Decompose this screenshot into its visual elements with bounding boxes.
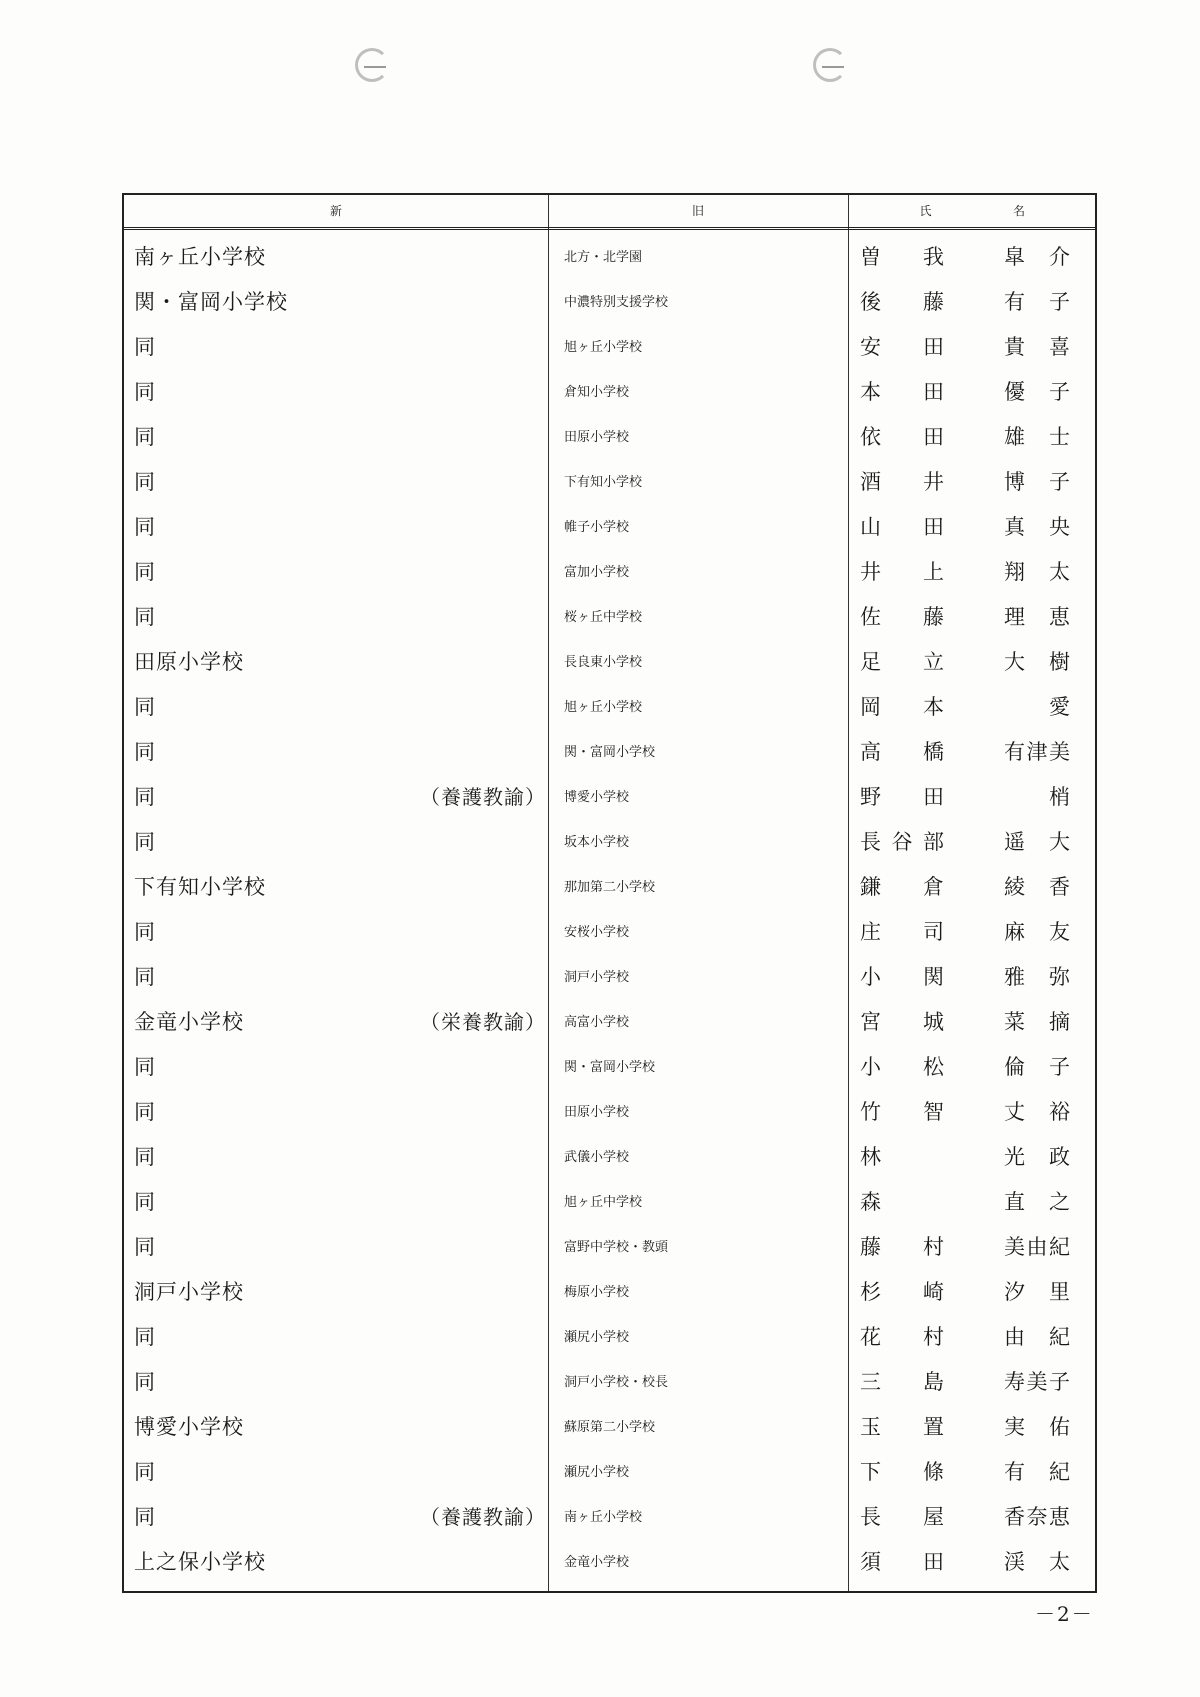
new-assignment: 同	[134, 1370, 156, 1394]
family-name: 杉崎	[860, 1280, 944, 1304]
table-row	[124, 550, 1095, 595]
table-row	[124, 595, 1095, 640]
header-old: 旧	[691, 204, 704, 218]
table-row	[124, 415, 1095, 460]
header-name-given: 名	[1012, 204, 1025, 218]
given-name: 遥大	[1004, 830, 1070, 854]
new-assignment: 洞戸小学校	[134, 1280, 244, 1304]
role-note: （養護教諭）	[420, 785, 546, 809]
family-name: 後藤	[860, 290, 944, 314]
page-number: －2－	[1035, 1602, 1094, 1626]
given-name: 汐里	[1004, 1280, 1070, 1304]
new-assignment: 同	[134, 740, 156, 764]
given-name: 雅弥	[1004, 965, 1070, 989]
given-name: 丈裕	[1004, 1100, 1070, 1124]
new-assignment: 同	[134, 1235, 156, 1259]
new-assignment: 南ヶ丘小学校	[134, 245, 266, 269]
new-assignment: 同	[134, 1325, 156, 1349]
table-row	[124, 955, 1095, 1000]
personnel-table	[122, 193, 1097, 1593]
punch-hole-left	[355, 48, 389, 82]
given-name: 有紀	[1004, 1460, 1070, 1484]
new-assignment: 同	[134, 830, 156, 854]
header-divider	[124, 227, 1095, 230]
previous-assignment: 関・富岡小学校	[564, 1060, 656, 1075]
family-name: 曽我	[860, 245, 944, 269]
given-name: 雄士	[1004, 425, 1070, 449]
previous-assignment: 長良東小学校	[564, 655, 643, 670]
family-name: 井上	[860, 560, 944, 584]
new-assignment: 金竜小学校	[134, 1010, 244, 1034]
table-row	[124, 685, 1095, 730]
table-row	[124, 865, 1095, 910]
family-name: 山田	[860, 515, 944, 539]
family-name: 長谷部	[860, 830, 944, 854]
family-name: 安田	[860, 335, 944, 359]
family-name: 下條	[860, 1460, 944, 1484]
given-name: 倫子	[1004, 1055, 1070, 1079]
given-name: 麻友	[1004, 920, 1070, 944]
new-assignment: 田原小学校	[134, 650, 244, 674]
family-name: 三島	[860, 1370, 944, 1394]
previous-assignment: 高富小学校	[564, 1015, 630, 1030]
given-name: 翔太	[1004, 560, 1070, 584]
family-name: 林	[860, 1145, 881, 1169]
given-name: 貴喜	[1004, 335, 1070, 359]
table-row	[124, 1045, 1095, 1090]
table-row	[124, 280, 1095, 325]
previous-assignment: 洞戸小学校	[564, 970, 630, 985]
new-assignment: 同	[134, 785, 156, 809]
family-name: 小松	[860, 1055, 944, 1079]
family-name: 藤村	[860, 1235, 944, 1259]
role-note: （栄養教諭）	[420, 1010, 546, 1034]
previous-assignment: 下有知小学校	[564, 475, 643, 490]
previous-assignment: 田原小学校	[564, 430, 630, 445]
new-assignment: 同	[134, 335, 156, 359]
family-name: 庄司	[860, 920, 944, 944]
table-row	[124, 1360, 1095, 1405]
given-name: 博子	[1004, 470, 1070, 494]
given-name: 綾香	[1004, 875, 1070, 899]
table-row	[124, 820, 1095, 865]
family-name: 依田	[860, 425, 944, 449]
table-row	[124, 325, 1095, 370]
family-name: 岡本	[860, 695, 944, 719]
family-name: 本田	[860, 380, 944, 404]
given-name: 皐介	[1004, 245, 1070, 269]
new-assignment: 同	[134, 1190, 156, 1214]
new-assignment: 上之保小学校	[134, 1550, 266, 1574]
new-assignment: 同	[134, 1100, 156, 1124]
new-assignment: 同	[134, 695, 156, 719]
header-new: 新	[329, 204, 342, 218]
table-row	[124, 235, 1095, 280]
previous-assignment: 関・富岡小学校	[564, 745, 656, 760]
previous-assignment: 梅原小学校	[564, 1285, 630, 1300]
new-assignment: 同	[134, 1145, 156, 1169]
new-assignment: 同	[134, 605, 156, 629]
given-name: 菜摘	[1004, 1010, 1070, 1034]
family-name: 小関	[860, 965, 944, 989]
new-assignment: 同	[134, 965, 156, 989]
given-name: 愛	[1049, 695, 1070, 719]
previous-assignment: 中濃特別支援学校	[564, 295, 669, 310]
new-assignment: 同	[134, 425, 156, 449]
family-name: 高橋	[860, 740, 944, 764]
given-name: 理恵	[1004, 605, 1070, 629]
previous-assignment: 北方・北学園	[564, 250, 643, 265]
given-name: 実佑	[1004, 1415, 1070, 1439]
previous-assignment: 武儀小学校	[564, 1150, 630, 1165]
given-name: 真央	[1004, 515, 1070, 539]
previous-assignment: 倉知小学校	[564, 385, 630, 400]
role-note: （養護教諭）	[420, 1505, 546, 1529]
table-row	[124, 1180, 1095, 1225]
header-name-family: 氏	[919, 204, 932, 218]
punch-hole-right	[813, 48, 847, 82]
new-assignment: 下有知小学校	[134, 875, 266, 899]
family-name: 長屋	[860, 1505, 944, 1529]
previous-assignment: 博愛小学校	[564, 790, 630, 805]
given-name: 梢	[1049, 785, 1070, 809]
previous-assignment: 那加第二小学校	[564, 880, 656, 895]
family-name: 佐藤	[860, 605, 944, 629]
previous-assignment: 瀬尻小学校	[564, 1330, 630, 1345]
given-name: 香奈恵	[1004, 1505, 1070, 1529]
new-assignment: 同	[134, 380, 156, 404]
given-name: 美由紀	[1004, 1235, 1070, 1259]
previous-assignment: 旭ヶ丘中学校	[564, 1195, 643, 1210]
previous-assignment: 坂本小学校	[564, 835, 630, 850]
table-row	[124, 1495, 1095, 1540]
table-row	[124, 370, 1095, 415]
family-name: 森	[860, 1190, 881, 1214]
given-name: 渓太	[1004, 1550, 1070, 1574]
new-assignment: 同	[134, 1460, 156, 1484]
previous-assignment: 南ヶ丘小学校	[564, 1510, 643, 1525]
given-name: 由紀	[1004, 1325, 1070, 1349]
given-name: 有津美	[1004, 740, 1070, 764]
table-row	[124, 1405, 1095, 1450]
previous-assignment: 旭ヶ丘小学校	[564, 700, 643, 715]
previous-assignment: 金竜小学校	[564, 1555, 630, 1570]
new-assignment: 関・富岡小学校	[134, 290, 288, 314]
given-name: 優子	[1004, 380, 1070, 404]
family-name: 宮城	[860, 1010, 944, 1034]
table-body	[124, 235, 1095, 1585]
new-assignment: 同	[134, 515, 156, 539]
given-name: 有子	[1004, 290, 1070, 314]
new-assignment: 博愛小学校	[134, 1415, 244, 1439]
new-assignment: 同	[134, 470, 156, 494]
table-row	[124, 1450, 1095, 1495]
family-name: 花村	[860, 1325, 944, 1349]
previous-assignment: 帷子小学校	[564, 520, 630, 535]
new-assignment: 同	[134, 920, 156, 944]
previous-assignment: 旭ヶ丘小学校	[564, 340, 643, 355]
table-row	[124, 1090, 1095, 1135]
table-row	[124, 1000, 1095, 1045]
previous-assignment: 蘇原第二小学校	[564, 1420, 656, 1435]
new-assignment: 同	[134, 1055, 156, 1079]
family-name: 竹智	[860, 1100, 944, 1124]
table-row	[124, 1135, 1095, 1180]
table-row	[124, 775, 1095, 820]
table-row	[124, 910, 1095, 955]
previous-assignment: 富加小学校	[564, 565, 630, 580]
table-row	[124, 730, 1095, 775]
given-name: 光政	[1004, 1145, 1070, 1169]
given-name: 大樹	[1004, 650, 1070, 674]
family-name: 玉置	[860, 1415, 944, 1439]
previous-assignment: 富野中学校・教頭	[564, 1240, 669, 1255]
table-row	[124, 1540, 1095, 1585]
table-row	[124, 505, 1095, 550]
given-name: 寿美子	[1004, 1370, 1070, 1394]
table-row	[124, 460, 1095, 505]
family-name: 鎌倉	[860, 875, 944, 899]
table-row	[124, 1270, 1095, 1315]
new-assignment: 同	[134, 560, 156, 584]
previous-assignment: 安桜小学校	[564, 925, 630, 940]
table-row	[124, 640, 1095, 685]
previous-assignment: 瀬尻小学校	[564, 1465, 630, 1480]
family-name: 酒井	[860, 470, 944, 494]
table-row	[124, 1315, 1095, 1360]
given-name: 直之	[1004, 1190, 1070, 1214]
previous-assignment: 桜ヶ丘中学校	[564, 610, 643, 625]
family-name: 足立	[860, 650, 944, 674]
previous-assignment: 田原小学校	[564, 1105, 630, 1120]
family-name: 須田	[860, 1550, 944, 1574]
table-row	[124, 1225, 1095, 1270]
family-name: 野田	[860, 785, 944, 809]
previous-assignment: 洞戸小学校・校長	[564, 1375, 669, 1390]
new-assignment: 同	[134, 1505, 156, 1529]
